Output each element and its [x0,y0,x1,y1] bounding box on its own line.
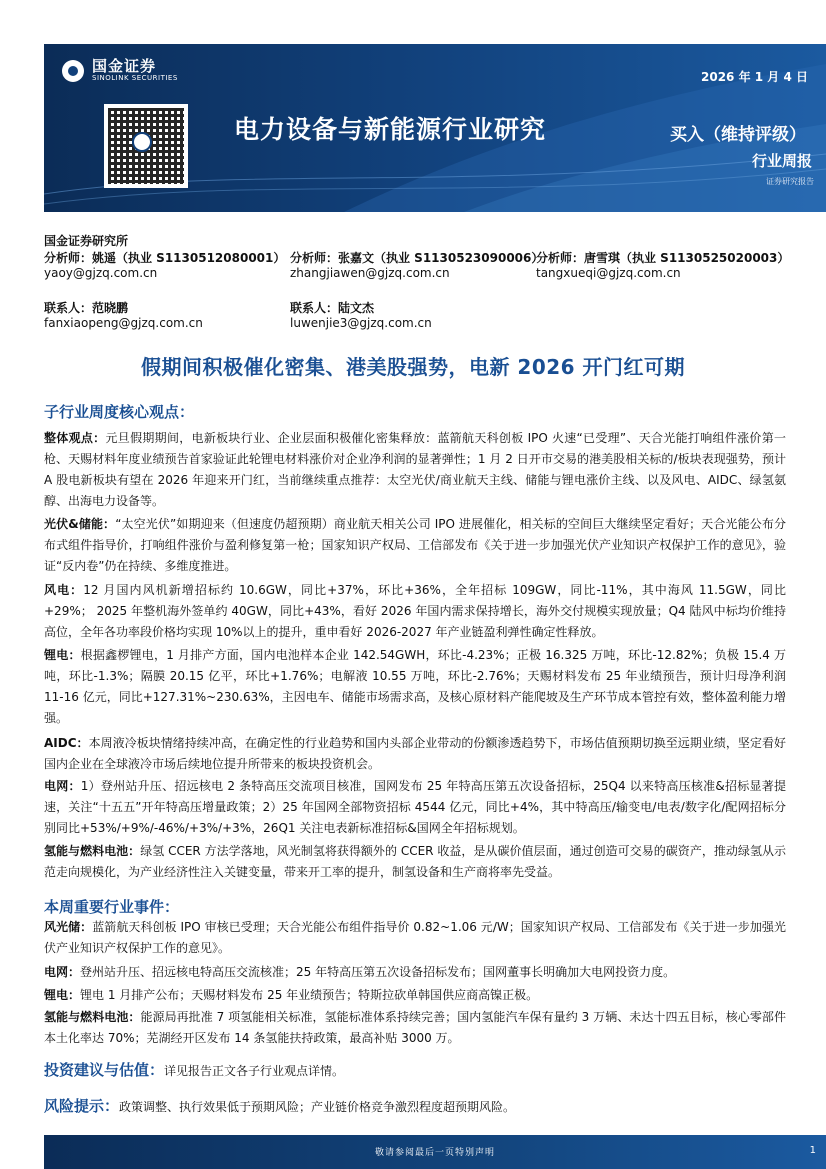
contact-1: 联系人：范晓鹏 [44,301,129,315]
core-view-label: 风电： [44,583,84,597]
contact-1-email[interactable]: fanxiaopeng@gjzq.com.cn [44,316,203,330]
events-title: 本周重要行业事件： [44,898,180,916]
report-subtype: 证券研究报告 [766,177,814,186]
event-label: 电网： [44,965,81,979]
analyst-1: 分析师：姚遥（执业 S1130512080001） [44,251,286,265]
contact-2-email[interactable]: luwenjie3@gjzq.com.cn [290,316,432,330]
rating: 买入（维持评级） [670,125,806,145]
event-pv-wind-storage [44,917,786,959]
core-view-label: 氢能与燃料电池： [44,844,141,858]
page-number: 1 [809,1145,816,1156]
core-view-label: 锂电： [44,648,81,662]
core-view-lithium [44,645,786,729]
core-view-aidc [44,733,786,775]
report-title: 电力设备与新能源行业研究 [234,115,547,144]
report-type: 行业周报 [751,152,812,170]
core-view-text: 12 月国内风机新增招标约 10.6GW，同比+37%，环比+36%，全年招标 109GW，同比-11%，其中海风 11.5GW，同比+29%； 2025 年整机海外签单约 40GW，同比+43%，看好 2026 年国内需求保持增长，海外交付规模实现放量；Q4 陆风中标均价维持高位，全年各功率段价格均实现 10%以上的提升，重申看好 2026-2027 年产业链盈利弹性确定性释放。 [44,583,786,639]
report-headline: 假期间积极催化密集、港美股强势，电新 2026 开门红可期 [140,355,686,379]
qr-center-logo-icon [132,132,152,152]
logo-icon [62,60,84,82]
contact-2: 联系人：陆文杰 [290,301,375,315]
core-views-title: 子行业周度核心观点： [44,403,195,421]
core-view-hydrogen [44,841,786,883]
qr-code [104,104,188,188]
logo-name-en: SINOLINK SECURITIES [92,74,178,82]
core-view-grid [44,776,786,839]
analyst-2-email[interactable]: zhangjiawen@gjzq.com.cn [290,266,450,280]
report-date: 2026 年 1 月 4 日 [701,70,808,84]
core-view-text: 根据鑫椤锂电，1 月排产方面，国内电池样本企业 142.54GWH，环比-4.23%；正极 16.325 万吨，环比-12.82%；负极 15.4 万吨，环比-1.3%；隔膜 20.15 亿平，环比+1.76%；电解液 10.55 万吨，环比-2.76%；天赐材料发布 25 年业绩预告，预计归母净利润 11-16 亿元，同比+127.31%~230.63%，主因电车、储能市场需求高，及核心原材料产能爬坡及生产环节成本管控有效，整体盈利能力增强。 [44,648,786,725]
core-view-text: 1）登州站升压、招远核电 2 条特高压交流项目核准，国网发布 25 年特高压第五次设备招标，25Q4 以来特高压核准&招标显著提速，关注“十五五”开年特高压增量政策；2）25 年国网全部物资招标 4544 亿元，同比+4%，其中特高压/输变电/电表/数字化/配网招标分别同比+53%/+9%/-46%/+3%/+3%，26Q1 关注电表新标准招标&国网全年招标规划。 [44,779,786,835]
institute-name: 国金证券研究所 [44,234,129,248]
analyst-3-email[interactable]: tangxueqi@gjzq.com.cn [536,266,681,280]
event-text: 锂电 1 月排产公布；天赐材料发布 25 年业绩预告；特斯拉砍单韩国供应商高镍正极。 [80,988,539,1002]
core-view-label: AIDC： [44,736,89,750]
risk-title: 风险提示： [44,1097,120,1115]
core-view-text: 本周液冷板块情绪持续冲高，在确定性的行业趋势和国内头部企业带动的份额渗透趋势下，市场估值预期切换至远期业绩，坚定看好国内企业在全球液冷市场后续地位提升所带来的板块投资机会。 [44,736,786,771]
event-label: 锂电： [44,988,81,1002]
core-view-text: 绿氢 CCER 方法学落地，风光制氢将获得额外的 CCER 收益，是从碳价值层面，通过创造可交易的碳资产，推动绿氢从示范走向规模化，为产业经济性注入关键变量，带来开工率的提升，制氢设备和生产商将率先受益。 [44,844,786,879]
event-label: 风光储： [44,920,93,934]
core-view-text: 元旦假期期间，电新板块行业、企业层面积极催化密集释放：蓝箭航天科创板 IPO 火速“已受理”、天合光能打响组件涨价第一枪、天赐材料年度业绩预告首家验证此轮锂电材料涨价对企业净利润的显著弹性；1 月 2 日开市交易的港美股相关标的/板块表现强势，预计 A 股电新板块有望在 2026 年迎来开门红，当前继续重点推荐：太空光伏/商业航天主线、储能与锂电涨价主线、以及风电、AIDC、绿氢氨醇、出海电力设备等。 [44,431,786,508]
investment-text: 详见报告正文各子行业观点详情。 [164,1064,345,1078]
core-view-label: 电网： [44,779,81,793]
analyst-1-email[interactable]: yaoy@gjzq.com.cn [44,266,158,280]
risk-text: 政策调整、执行效果低于预期风险；产业链价格竞争激烈程度超预期风险。 [119,1100,516,1114]
core-view-label: 光伏&储能： [44,517,116,531]
report-header [44,44,826,212]
core-view-label: 整体观点： [44,431,106,445]
investment-title: 投资建议与估值： [44,1061,165,1079]
logo-name-cn: 国金证券 [92,57,157,75]
investment-advice [44,1060,786,1082]
event-lithium [44,985,786,1006]
core-view-text: “太空光伏”如期迎来（但速度仍超预期）商业航天相关公司 IPO 进展催化，相关标的空间巨大继续坚定看好；天合光能公布分布式组件指导价，打响组件涨价与盈利修复第一枪；国家知识产权局、工信部发布《关于进一步加强光伏产业知识产权保护工作的意见》，验证“反内卷”仍在持续、多维度推进。 [44,517,786,573]
core-view-wind [44,580,786,643]
event-text: 蓝箭航天科创板 IPO 审核已受理；天合光能公布组件指导价 0.82~1.06 元/W；国家知识产权局、工信部发布《关于进一步加强光伏产业知识产权保护工作的意见》。 [44,920,786,955]
event-text: 能源局再批准 7 项氢能相关标准，氢能标准体系持续完善；国内氢能汽车保有量约 3 万辆、未达十四五目标，核心零部件本土化率达 70%；芜湖经开区发布 14 条氢能扶持政策，最高补贴 3000 万。 [44,1010,786,1045]
page-footer [44,1135,826,1169]
analyst-3: 分析师：唐雪琪（执业 S1130525020003） [536,251,790,265]
analyst-2: 分析师：张嘉文（执业 S1130523090006） [290,251,544,265]
footer-disclaimer: 敬请参阅最后一页特别声明 [374,1148,495,1158]
event-label: 氢能与燃料电池： [44,1010,141,1024]
risk-warning [44,1096,786,1118]
event-text: 登州站升压、招远核电特高压交流核准；25 年特高压第五次设备招标发布；国网董事长明确加大电网投资力度。 [80,965,676,979]
event-hydrogen [44,1007,786,1049]
company-logo [62,58,178,83]
event-grid [44,962,786,983]
core-view-pv-storage [44,514,786,577]
core-view-overall [44,428,786,512]
